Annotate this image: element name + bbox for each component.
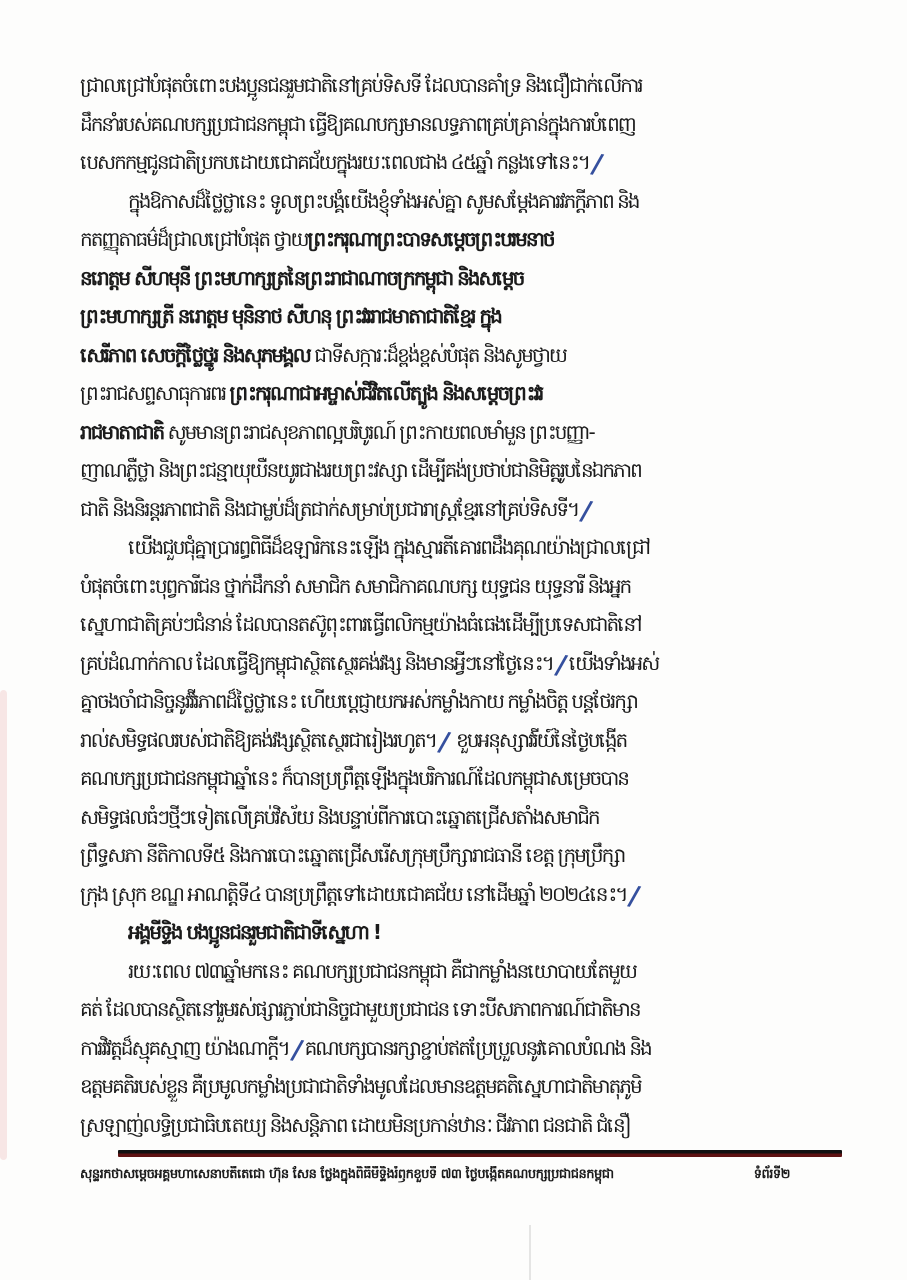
paragraph-royal-tribute-line: រាជមាតាជាតិ សូមមានព្រះរាជសុខភាពល្អបរិបូរណ៍ ព្រះកាយពលមាំមួន ព្រះបញ្ញា- [80, 419, 594, 444]
footer-rule [118, 1150, 842, 1157]
page-footer [80, 1150, 842, 1185]
paragraph-continued-line: ដឹកនាំរបស់គណបក្សប្រជាជនកម្ពុជា ធ្វើឱ្យគណបក្សមានលទ្ធភាពគ្រប់គ្រាន់ក្នុងការបំពេញ [80, 111, 635, 136]
paragraph-73-years-line: ការវិវត្តដ៏ស្មុគស្មាញ យ៉ាងណាក្ដី។/គណបក្សបានរក្សាខ្ជាប់ឥតប្រែប្រួលនូវគោលបំណង និង [80, 1029, 842, 1068]
paragraph-royal-tribute-line: ក្នុងឱកាសដ៏ថ្លៃថ្លានេះ ទូលព្រះបង្គំយើងខ្ញុំទាំងអស់គ្នា សូមសម្ដែងគារវភក្ដីភាព និង [128, 188, 639, 213]
scan-artifact [529, 1225, 531, 1280]
paragraph-royal-tribute-line: ព្រះរាជសព្ទសាធុការពរ ព្រះករុណាជាអម្ចាស់ជីវិតលើត្បូង និងសម្ដេចព្រះវរ [80, 381, 543, 405]
paragraph-commemoration-line: គ្នាចងចាំជានិច្ចនូវវីរភាពដ៏ថ្លៃថ្លានេះ ហើយប្ដេជ្ញាយកអស់កម្លាំងកាយ កម្លាំងចិត្ត បន្តថែរក្សា [80, 689, 637, 713]
blue-pen-mark: / [626, 879, 643, 913]
paragraph-commemoration-line: រាល់សមិទ្ធផលរបស់ជាតិឱ្យគង់វង្សស្ថិតស្ថេរជារៀងរហូត។/ ខួបអនុស្សាវរីយ៍នៃថ្ងៃបង្កើត [80, 721, 842, 760]
paragraph-commemoration-line: បំផុតចំពោះបុព្វការីជន ថ្នាក់ដឹកនាំ សមាជិក សមាជិកាគណបក្ស យុទ្ធជន យុទ្ធនារី និងអ្នក [80, 573, 631, 598]
paragraph-73-years-line: រយៈពេល ៧៣ឆ្នាំមកនេះ គណបក្សប្រជាជនកម្ពុជា គឺជាកម្លាំងនយោបាយតែមួយ [128, 958, 636, 983]
blue-pen-mark: / [288, 1033, 305, 1067]
paragraph-commemoration-line: ព្រឹទ្ធសភា នីតិកាលទី៥ និងការបោះឆ្នោតជ្រើសរើសក្រុមប្រឹក្សារាជធានី ខេត្ត ក្រុមប្រឹក្សា [80, 843, 625, 867]
paragraph-royal-tribute-line: កតញ្ញុតាធម៌ដ៏ជ្រាលជ្រៅបំផុត ថ្វាយព្រះករុណាព្រះបាទសម្ដេចព្រះបរមនាថ [80, 227, 554, 251]
paragraph-royal-tribute-line: ព្រះមហាក្សត្រី នរោត្ដម មុនិនាថ សីហនុ ព្រះវររាជមាតាជាតិខ្មែរ ក្នុង [80, 304, 501, 328]
paragraph-commemoration-line: យើងជួបជុំគ្នាប្រារព្ធពិធីដ៏ឧឡារិកនេះឡើង ក្នុងស្មារតីគោរពដឹងគុណយ៉ាងជ្រាលជ្រៅ [128, 535, 650, 559]
blue-pen-mark: / [588, 148, 606, 181]
paragraph-continued-line: បេសកកម្មជូនជាតិប្រកបដោយជោគជ័យក្នុងរយៈពេលជាង ៤៥ឆ្នាំ កន្លងទៅនេះ។/ [80, 143, 842, 182]
paragraph-73-years-line: ឧត្តមគតិរបស់ខ្លួន គឺប្រមូលកម្លាំងប្រជាជាតិទាំងមូលដែលមានឧត្តមគតិស្នេហាជាតិមាតុភូមិ [80, 1074, 641, 1098]
salutation-heading-line: អង្គមីទ្ទិង បងប្អូនជនរួមជាតិជាទីស្នេហា ! [128, 920, 380, 944]
blue-pen-mark: / [435, 725, 453, 759]
paragraph-commemoration-line: គ្រប់ដំណាក់កាល ដែលធ្វើឱ្យកម្ពុជាស្ថិតស្ថេរគង់វង្ស និងមានអ្វីៗនៅថ្ងៃនេះ។/យើងទាំងអស់ [80, 644, 842, 683]
paragraph-royal-tribute-line: នរោត្ដម សីហមុនី ព្រះមហាក្សត្រនៃព្រះរាជាណាចក្រកម្ពុជា និងសម្ដេច [80, 265, 524, 290]
document-body [80, 66, 842, 1144]
blue-pen-mark: / [578, 494, 595, 528]
paragraph-royal-tribute-line: សេរីភាព សេចក្ដីថ្លៃថ្នូរ និងសុភមង្គល ជាទីសក្ការៈដ៏ខ្ពង់ខ្ពស់បំផុត និងសូមថ្វាយ [80, 342, 566, 367]
paragraph-73-years-line: ស្រឡាញ់លទ្ធិប្រជាធិបតេយ្យ និងសន្តិភាព ដោយមិនប្រកាន់ឋានៈ ជីវភាព ជនជាតិ ជំនឿ [80, 1112, 630, 1137]
paragraph-commemoration-line: គណបក្សប្រជាជនកម្ពុជាឆ្នាំនេះ ក៏បានប្រព្រឹត្តឡើងក្នុងបរិការណ៍ដែលកម្ពុជាសម្រេចបាន [80, 766, 628, 790]
paragraph-continued-line: ជ្រាលជ្រៅបំផុតចំពោះបងប្អូនជនរួមជាតិនៅគ្រប់ទិសទី ដែលបានគាំទ្រ និងជឿជាក់លើការ [80, 73, 642, 97]
paragraph-73-years-line: គត់ ដែលបានស្ថិតនៅរួមរស់ផ្សារភ្ជាប់ជានិច្ចជាមួយប្រជាជន ទោះបីសភាពការណ៍ជាតិមាន [80, 997, 640, 1021]
paragraph-royal-tribute-line: ញាណភ្លឺថ្លា និងព្រះជន្មាយុយឺនយូរជាងរយព្រះវស្សា ដើម្បីគង់ប្រថាប់ជានិមិត្តរូបនៃឯកភាព [80, 458, 641, 482]
blue-pen-mark: / [552, 648, 569, 682]
scan-artifact [0, 690, 7, 1160]
paragraph-commemoration-line: សមិទ្ធផលធំៗថ្មីៗទៀតលើគ្រប់វិស័យ និងបន្ទាប់ពីការបោះឆ្នោតជ្រើសតាំងសមាជិក [80, 804, 599, 829]
paragraph-commemoration-line: ស្នេហាជាតិគ្រប់ៗជំនាន់ ដែលបានតស៊ូពុះពារធ្វើពលិកម្មយ៉ាងធំធេងដើម្បីប្រទេសជាតិនៅ [80, 612, 641, 636]
page-number: ទំព័រទី២ [753, 1167, 790, 1182]
footer-citation: សុន្ទរកថាសម្ដេចអគ្គមហាសេនាបតីតេជោ ហ៊ុន សែន ថ្លែងក្នុងពិធីមីទ្ទិងរំឭកខួបទី ៧៣ ថ្ងៃបង្កើតគណបក្សប្រជាជនកម្ពុជា [80, 1167, 614, 1182]
paragraph-royal-tribute-line: ជាតិ និងនិរន្តរភាពជាតិ និងជាម្លប់ដ៏ត្រជាក់សម្រាប់ប្រជារាស្ត្រខ្មែរនៅគ្រប់ទិសទី។/ [80, 490, 842, 529]
paragraph-commemoration-line: ក្រុង ស្រុក ខណ្ឌ អាណត្តិទី៤ បានប្រព្រឹត្តទៅដោយជោគជ័យ នៅដើមឆ្នាំ ២០២៤នេះ។/ [80, 875, 842, 914]
